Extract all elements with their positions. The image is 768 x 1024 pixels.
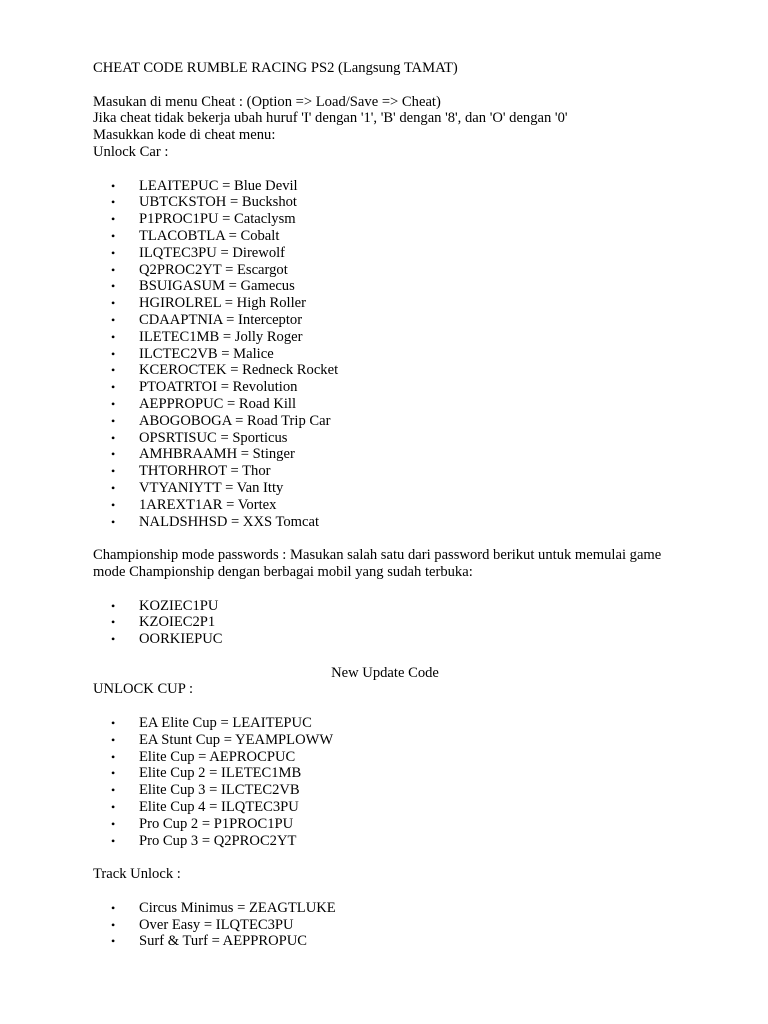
bullet-icon: •	[111, 615, 116, 630]
list-item-text: OPSRTISUC = Sporticus	[139, 429, 288, 446]
bullet-icon: •	[111, 497, 116, 512]
list-item	[93, 497, 733, 514]
list-item-text: Pro Cup 2 = P1PROC1PU	[139, 815, 294, 832]
list-item-text: PTOATRTOI = Revolution	[139, 379, 298, 396]
bullet-icon: •	[111, 413, 116, 428]
list-item	[93, 329, 733, 346]
list-item-text: AMHBRAAMH = Stinger	[139, 446, 295, 463]
list-item-text: TLACOBTLA = Cobalt	[139, 227, 280, 244]
bullet-icon: •	[111, 279, 116, 294]
spacer	[93, 581, 733, 598]
bullet-icon: •	[111, 833, 116, 848]
bullet-icon: •	[111, 262, 116, 277]
bullet-icon: •	[111, 934, 116, 949]
list-item-text: EA Elite Cup = LEAITEPUC	[139, 715, 312, 732]
bullet-icon: •	[111, 228, 116, 243]
championship-text: Championship mode passwords : Masukan salah satu dari password berikut untuk memulai game mode Championship dengan berbagai mobil yang sudah terbuka:	[93, 547, 662, 580]
bullet-icon: •	[111, 598, 116, 613]
spacer	[93, 161, 733, 178]
list-item	[93, 430, 733, 447]
list-item-text: CDAAPTNIA = Interceptor	[139, 311, 303, 328]
spacer	[93, 77, 733, 94]
unlock-car-heading: Unlock Car :	[93, 143, 169, 160]
document-title: CHEAT CODE RUMBLE RACING PS2 (Langsung TAMAT)	[93, 60, 458, 76]
list-item	[93, 715, 733, 732]
list-item	[93, 278, 733, 295]
list-item	[93, 614, 733, 631]
bullet-icon: •	[111, 749, 116, 764]
bullet-icon: •	[111, 346, 116, 361]
list-item	[93, 362, 733, 379]
list-item-text: VTYANIYTT = Van Itty	[139, 479, 284, 496]
list-item-text: Pro Cup 3 = Q2PROC2YT	[139, 832, 297, 849]
list-item-text: ILQTEC3PU = Direwolf	[139, 244, 286, 261]
list-item	[93, 262, 733, 279]
list-item-text: P1PROC1PU = Cataclysm	[139, 211, 296, 228]
list-item-text: Elite Cup = AEPROCPUC	[139, 748, 296, 765]
track-code-list	[93, 900, 733, 950]
spacer	[93, 883, 733, 900]
list-item-text: Elite Cup 4 = ILQTEC3PU	[139, 799, 299, 816]
list-item	[93, 346, 733, 363]
bullet-icon: •	[111, 430, 116, 445]
list-item	[93, 933, 733, 950]
bullet-icon: •	[111, 312, 116, 327]
list-item	[93, 514, 733, 531]
list-item-text: LEAITEPUC = Blue Devil	[139, 177, 298, 194]
bullet-icon: •	[111, 632, 116, 647]
list-item	[93, 178, 733, 195]
list-item-text: OORKIEPUC	[139, 631, 223, 648]
championship-code-list	[93, 598, 733, 648]
bullet-icon: •	[111, 464, 116, 479]
list-item	[93, 917, 733, 934]
bullet-icon: •	[111, 329, 116, 344]
list-item-text: KOZIEC1PU	[139, 597, 219, 614]
bullet-icon: •	[111, 716, 116, 731]
bullet-icon: •	[111, 732, 116, 747]
list-item	[93, 765, 733, 782]
car-code-list	[93, 178, 733, 531]
bullet-icon: •	[111, 363, 116, 378]
list-item	[93, 833, 733, 850]
bullet-icon: •	[111, 380, 116, 395]
list-item	[93, 631, 733, 648]
list-item	[93, 598, 733, 615]
bullet-icon: •	[111, 195, 116, 210]
list-item-text: KZOIEC2P1	[139, 614, 216, 631]
list-item	[93, 396, 733, 413]
list-item-text: Circus Minimus = ZEAGTLUKE	[139, 899, 336, 916]
bullet-icon: •	[111, 514, 116, 529]
list-item-text: Over Easy = ILQTEC3PU	[139, 916, 294, 933]
list-item-text: 1AREXT1AR = Vortex	[139, 496, 277, 513]
list-item	[93, 480, 733, 497]
list-item-text: Elite Cup 2 = ILETEC1MB	[139, 765, 302, 782]
list-item	[93, 194, 733, 211]
bullet-icon: •	[111, 480, 116, 495]
list-item	[93, 900, 733, 917]
list-item	[93, 782, 733, 799]
spacer	[93, 648, 733, 665]
list-item-text: EA Stunt Cup = YEAMPLOWW	[139, 731, 334, 748]
list-item	[93, 732, 733, 749]
bullet-icon: •	[111, 816, 116, 831]
list-item-text: Elite Cup 3 = ILCTEC2VB	[139, 782, 300, 799]
list-item-text: ABOGOBOGA = Road Trip Car	[139, 412, 331, 429]
spacer	[93, 698, 733, 715]
list-item-text: HGIROLREL = High Roller	[139, 295, 306, 312]
bullet-icon: •	[111, 396, 116, 411]
list-item-text: ILCTEC2VB = Malice	[139, 345, 274, 362]
list-item	[93, 211, 733, 228]
list-item	[93, 245, 733, 262]
bullet-icon: •	[111, 766, 116, 781]
spacer	[93, 530, 733, 547]
list-item-text: UBTCKSTOH = Buckshot	[139, 194, 297, 211]
update-heading: New Update Code	[331, 664, 439, 681]
list-item-text: THTORHROT = Thor	[139, 463, 271, 480]
document-content	[93, 60, 733, 950]
list-item	[93, 816, 733, 833]
list-item-text: Surf & Turf = AEPPROPUC	[139, 933, 308, 950]
bullet-icon: •	[111, 800, 116, 815]
list-item-text: AEPPROPUC = Road Kill	[139, 395, 297, 412]
bullet-icon: •	[111, 783, 116, 798]
intro-line-note: Jika cheat tidak bekerja ubah huruf 'I' dengan '1', 'B' dengan '8', dan 'O' dengan '0'	[93, 110, 568, 127]
cup-code-list	[93, 715, 733, 849]
bullet-icon: •	[111, 245, 116, 260]
bullet-icon: •	[111, 212, 116, 227]
list-item	[93, 228, 733, 245]
spacer	[93, 849, 733, 866]
list-item	[93, 312, 733, 329]
list-item	[93, 295, 733, 312]
list-item-text: KCEROCTEK = Redneck Rocket	[139, 362, 339, 379]
list-item-text: BSUIGASUM = Gamecus	[139, 278, 295, 295]
list-item	[93, 463, 733, 480]
bullet-icon: •	[111, 296, 116, 311]
list-item	[93, 379, 733, 396]
list-item-text: Q2PROC2YT = Escargot	[139, 261, 288, 278]
list-item	[93, 413, 733, 430]
list-item	[93, 799, 733, 816]
bullet-icon: •	[111, 917, 116, 932]
cup-heading: UNLOCK CUP :	[93, 681, 194, 698]
list-item-text: NALDSHHSD = XXS Tomcat	[139, 513, 320, 530]
list-item	[93, 446, 733, 463]
intro-line-instruction: Masukkan kode di cheat menu:	[93, 127, 276, 144]
list-item	[93, 749, 733, 766]
bullet-icon: •	[111, 178, 116, 193]
intro-line-menu: Masukan di menu Cheat : (Option => Load/Save => Cheat)	[93, 93, 441, 110]
track-heading: Track Unlock :	[93, 866, 181, 883]
bullet-icon: •	[111, 447, 116, 462]
list-item-text: ILETEC1MB = Jolly Roger	[139, 328, 303, 345]
bullet-icon: •	[111, 900, 116, 915]
